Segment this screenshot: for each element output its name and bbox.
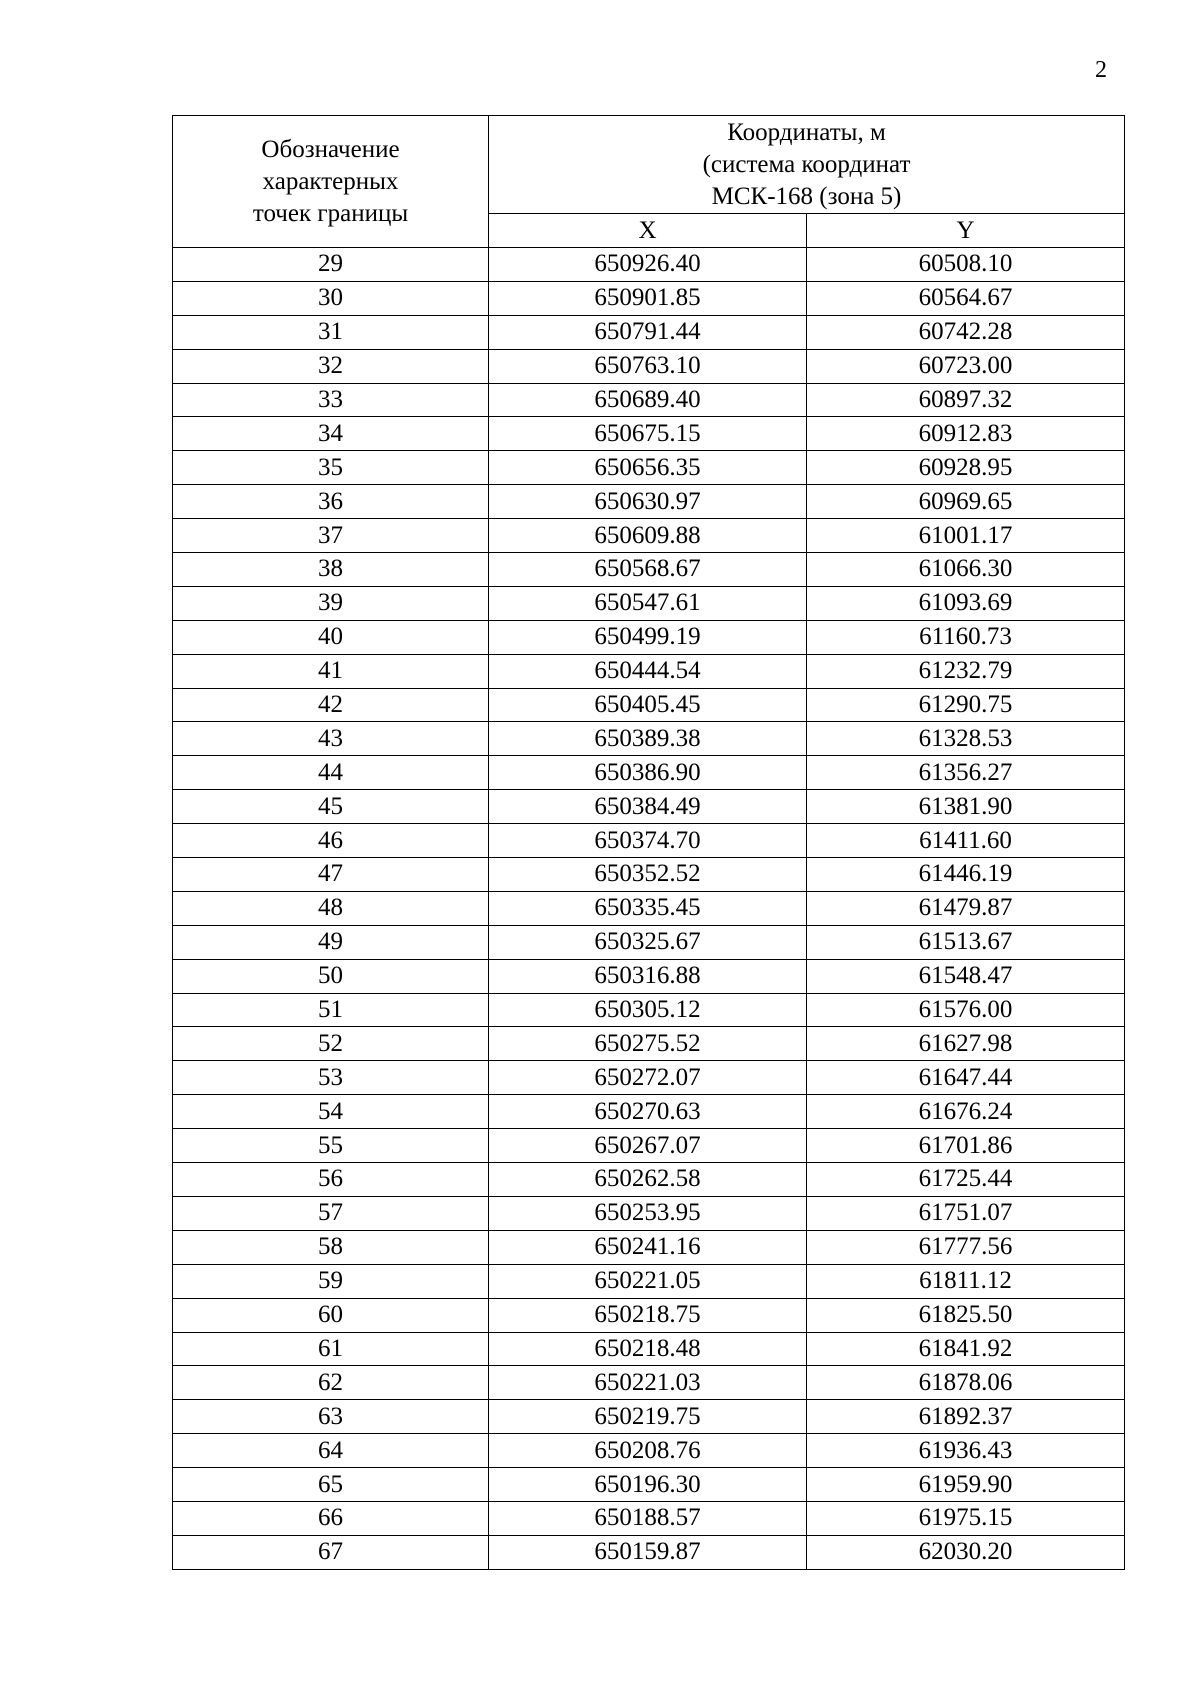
point-number-cell: 50 (173, 959, 489, 993)
coord-y-cell: 62030.20 (807, 1535, 1125, 1569)
point-number-cell: 39 (173, 586, 489, 620)
table-row (173, 1332, 1125, 1366)
coord-y-cell: 61001.17 (807, 519, 1125, 553)
coord-y-cell: 61959.90 (807, 1468, 1125, 1502)
coord-x-cell: 650241.16 (489, 1230, 807, 1264)
coord-x-cell: 650305.12 (489, 993, 807, 1027)
table-row (173, 315, 1125, 349)
coord-x-cell: 650272.07 (489, 1061, 807, 1095)
coord-x-cell: 650405.45 (489, 688, 807, 722)
coord-y-cell: 61676.24 (807, 1095, 1125, 1129)
coord-y-cell: 61160.73 (807, 620, 1125, 654)
coord-x-cell: 650219.75 (489, 1400, 807, 1434)
table-row (173, 756, 1125, 790)
coord-x-cell: 650262.58 (489, 1163, 807, 1197)
coord-y-cell: 61936.43 (807, 1434, 1125, 1468)
coord-x-cell: 650389.38 (489, 722, 807, 756)
point-number-cell: 55 (173, 1129, 489, 1163)
coord-y-cell: 61751.07 (807, 1196, 1125, 1230)
page-number: 2 (1095, 57, 1107, 83)
point-number-cell: 29 (173, 248, 489, 282)
table-row (173, 722, 1125, 756)
point-number-cell: 67 (173, 1535, 489, 1569)
coord-y-cell: 60897.32 (807, 383, 1125, 417)
point-number-cell: 47 (173, 858, 489, 892)
table-row (173, 858, 1125, 892)
table-header (173, 116, 1125, 248)
coord-x-cell: 650159.87 (489, 1535, 807, 1569)
table-row (173, 586, 1125, 620)
coord-x-cell: 650675.15 (489, 417, 807, 451)
coord-y-cell: 61811.12 (807, 1264, 1125, 1298)
table-row (173, 925, 1125, 959)
table-row (173, 417, 1125, 451)
table-row (173, 1468, 1125, 1502)
coord-x-cell: 650763.10 (489, 349, 807, 383)
table-row (173, 1027, 1125, 1061)
coord-x-cell: 650325.67 (489, 925, 807, 959)
coord-y-cell: 60969.65 (807, 485, 1125, 519)
point-number-cell: 64 (173, 1434, 489, 1468)
coord-y-cell: 61232.79 (807, 654, 1125, 688)
coord-y-cell: 61878.06 (807, 1366, 1125, 1400)
point-number-cell: 56 (173, 1163, 489, 1197)
table-row (173, 349, 1125, 383)
point-number-cell: 42 (173, 688, 489, 722)
header-y: Y (807, 214, 1125, 248)
point-number-cell: 40 (173, 620, 489, 654)
coord-x-cell: 650656.35 (489, 451, 807, 485)
coord-y-cell: 61446.19 (807, 858, 1125, 892)
header-row (173, 116, 1125, 214)
point-number-cell: 33 (173, 383, 489, 417)
coord-x-cell: 650221.05 (489, 1264, 807, 1298)
coord-x-cell: 650547.61 (489, 586, 807, 620)
coord-y-cell: 61975.15 (807, 1501, 1125, 1535)
point-number-cell: 43 (173, 722, 489, 756)
coord-y-cell: 61825.50 (807, 1298, 1125, 1332)
coord-x-cell: 650275.52 (489, 1027, 807, 1061)
table-row (173, 993, 1125, 1027)
point-number-cell: 45 (173, 790, 489, 824)
point-number-cell: 57 (173, 1196, 489, 1230)
coord-y-cell: 60912.83 (807, 417, 1125, 451)
point-number-cell: 38 (173, 553, 489, 587)
table-row (173, 1400, 1125, 1434)
coord-y-cell: 61627.98 (807, 1027, 1125, 1061)
point-number-cell: 52 (173, 1027, 489, 1061)
table-row (173, 1501, 1125, 1535)
coord-x-cell: 650926.40 (489, 248, 807, 282)
header-coordinates-text: Координаты, м (система координат МСК-168 (зона 5) (702, 118, 911, 210)
header-point-designation-text: Обозначение характерных точек границы (252, 135, 409, 227)
coord-y-cell: 60564.67 (807, 281, 1125, 315)
coord-y-cell: 61777.56 (807, 1230, 1125, 1264)
table-row (173, 451, 1125, 485)
point-number-cell: 41 (173, 654, 489, 688)
header-coordinates (489, 116, 1125, 214)
coordinates-table (172, 115, 1125, 1570)
table-row (173, 1061, 1125, 1095)
coord-x-cell: 650218.75 (489, 1298, 807, 1332)
point-number-cell: 63 (173, 1400, 489, 1434)
table-row (173, 790, 1125, 824)
table-row (173, 1196, 1125, 1230)
table-row (173, 1366, 1125, 1400)
coord-y-cell: 61411.60 (807, 824, 1125, 858)
coord-x-cell: 650221.03 (489, 1366, 807, 1400)
table-row (173, 248, 1125, 282)
point-number-cell: 46 (173, 824, 489, 858)
point-number-cell: 49 (173, 925, 489, 959)
table-row (173, 1298, 1125, 1332)
coord-x-cell: 650499.19 (489, 620, 807, 654)
coord-y-cell: 61066.30 (807, 553, 1125, 587)
table-row (173, 620, 1125, 654)
point-number-cell: 30 (173, 281, 489, 315)
table-row (173, 1264, 1125, 1298)
point-number-cell: 35 (173, 451, 489, 485)
coord-y-cell: 60723.00 (807, 349, 1125, 383)
point-number-cell: 62 (173, 1366, 489, 1400)
point-number-cell: 51 (173, 993, 489, 1027)
point-number-cell: 65 (173, 1468, 489, 1502)
coord-y-cell: 61356.27 (807, 756, 1125, 790)
point-number-cell: 60 (173, 1298, 489, 1332)
coord-x-cell: 650208.76 (489, 1434, 807, 1468)
coord-x-cell: 650316.88 (489, 959, 807, 993)
table-row (173, 519, 1125, 553)
coord-y-cell: 60742.28 (807, 315, 1125, 349)
coord-x-cell: 650352.52 (489, 858, 807, 892)
table-row (173, 553, 1125, 587)
coord-y-cell: 61701.86 (807, 1129, 1125, 1163)
coord-x-cell: 650253.95 (489, 1196, 807, 1230)
coord-y-cell: 60508.10 (807, 248, 1125, 282)
coord-x-cell: 650267.07 (489, 1129, 807, 1163)
table-row (173, 824, 1125, 858)
coord-y-cell: 61841.92 (807, 1332, 1125, 1366)
coord-y-cell: 61479.87 (807, 891, 1125, 925)
coord-x-cell: 650630.97 (489, 485, 807, 519)
point-number-cell: 37 (173, 519, 489, 553)
table-row (173, 1095, 1125, 1129)
point-number-cell: 58 (173, 1230, 489, 1264)
table-row (173, 1129, 1125, 1163)
table-row (173, 383, 1125, 417)
point-number-cell: 44 (173, 756, 489, 790)
table-row (173, 1230, 1125, 1264)
table-body (173, 248, 1125, 1570)
point-number-cell: 48 (173, 891, 489, 925)
coord-x-cell: 650218.48 (489, 1332, 807, 1366)
table-row (173, 1434, 1125, 1468)
coord-x-cell: 650568.67 (489, 553, 807, 587)
coord-y-cell: 61093.69 (807, 586, 1125, 620)
point-number-cell: 36 (173, 485, 489, 519)
coord-x-cell: 650384.49 (489, 790, 807, 824)
coord-x-cell: 650188.57 (489, 1501, 807, 1535)
point-number-cell: 66 (173, 1501, 489, 1535)
coord-x-cell: 650335.45 (489, 891, 807, 925)
table-row (173, 485, 1125, 519)
coord-y-cell: 61892.37 (807, 1400, 1125, 1434)
coord-x-cell: 650196.30 (489, 1468, 807, 1502)
coord-y-cell: 61513.67 (807, 925, 1125, 959)
coord-y-cell: 61381.90 (807, 790, 1125, 824)
header-x: X (489, 214, 807, 248)
point-number-cell: 59 (173, 1264, 489, 1298)
coord-x-cell: 650689.40 (489, 383, 807, 417)
coord-y-cell: 61725.44 (807, 1163, 1125, 1197)
header-point-designation (173, 116, 489, 248)
point-number-cell: 53 (173, 1061, 489, 1095)
table-row (173, 654, 1125, 688)
coord-x-cell: 650791.44 (489, 315, 807, 349)
table-row (173, 891, 1125, 925)
point-number-cell: 34 (173, 417, 489, 451)
coord-y-cell: 61647.44 (807, 1061, 1125, 1095)
point-number-cell: 31 (173, 315, 489, 349)
point-number-cell: 32 (173, 349, 489, 383)
point-number-cell: 54 (173, 1095, 489, 1129)
coord-y-cell: 61290.75 (807, 688, 1125, 722)
table-row (173, 1535, 1125, 1569)
table-row (173, 281, 1125, 315)
table-row (173, 959, 1125, 993)
coord-x-cell: 650386.90 (489, 756, 807, 790)
point-number-cell: 61 (173, 1332, 489, 1366)
table-row (173, 688, 1125, 722)
coord-x-cell: 650444.54 (489, 654, 807, 688)
coord-y-cell: 61548.47 (807, 959, 1125, 993)
coord-x-cell: 650901.85 (489, 281, 807, 315)
coord-y-cell: 61328.53 (807, 722, 1125, 756)
coord-x-cell: 650609.88 (489, 519, 807, 553)
coord-y-cell: 60928.95 (807, 451, 1125, 485)
coord-x-cell: 650270.63 (489, 1095, 807, 1129)
coord-y-cell: 61576.00 (807, 993, 1125, 1027)
coord-x-cell: 650374.70 (489, 824, 807, 858)
table-row (173, 1163, 1125, 1197)
